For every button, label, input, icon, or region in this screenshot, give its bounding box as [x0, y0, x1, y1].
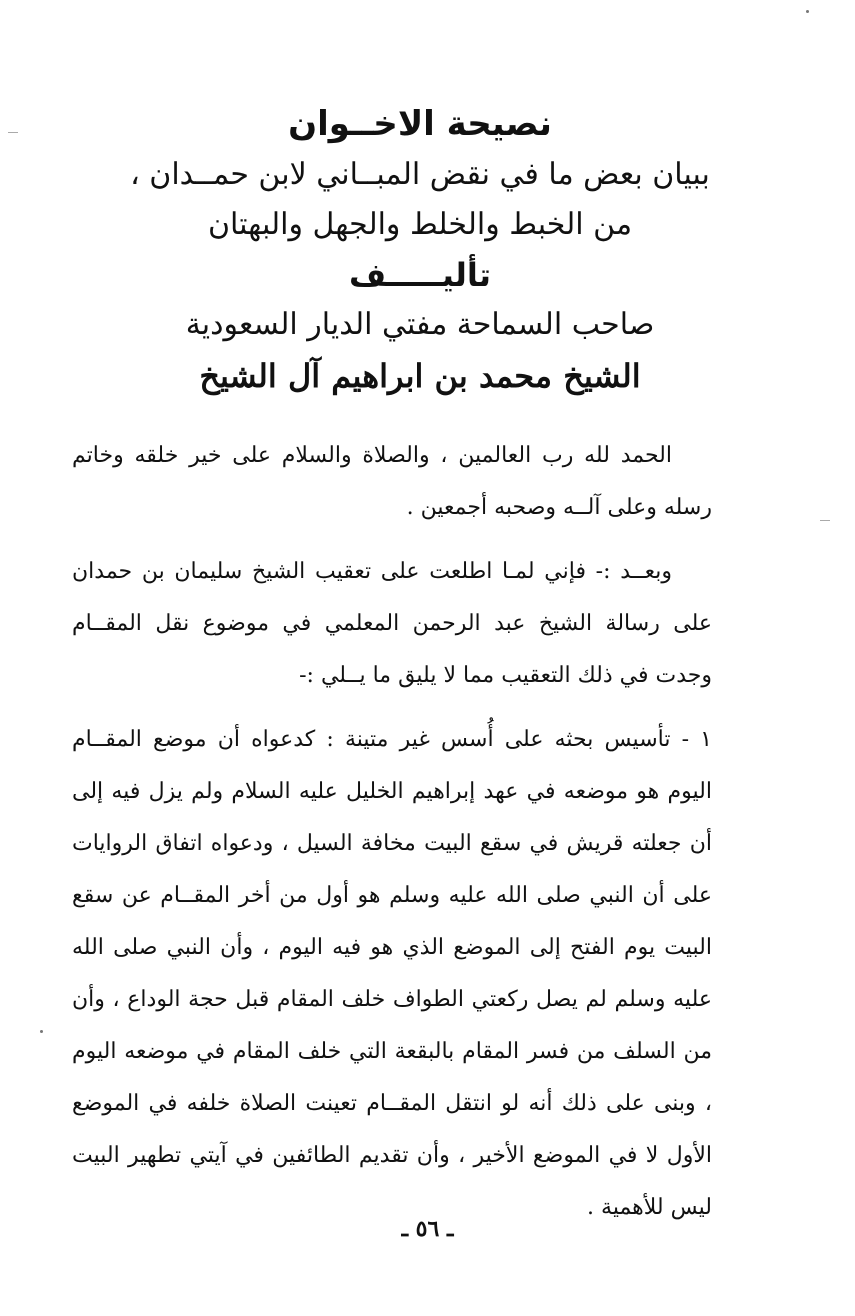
subtitle-line-1: ببيان بعض ما في نقض المبــاني لابن حمــدان ،	[130, 157, 710, 192]
paragraph-opening: الحمد لله رب العالمين ، والصلاة والسلام على خير خلقه وخاتم رسله وعلى آلــه وصحبه أجمعين .	[72, 443, 712, 520]
page-number: ـ ٥٦ ـ	[401, 1216, 454, 1242]
paragraph-intro: وبعــد :- فإني لمـا اطلعت على تعقيب الشيخ سليمان بن حمدان على رسالة الشيخ عبد الرحمن المعلمي في موضوع نقل المقــام وجدت في ذلك التعقيب مما لا يليق ما يــلي :-	[72, 559, 712, 688]
author-name: الشيخ محمد بن ابراهيم آل الشيخ	[199, 357, 641, 395]
author-label: تأليـــــف	[349, 256, 491, 294]
scan-speck	[820, 520, 830, 521]
author-position: صاحب السماحة مفتي الديار السعودية	[185, 307, 655, 342]
scan-speck	[40, 1030, 43, 1033]
scan-speck	[806, 10, 809, 13]
scan-speck	[8, 132, 18, 133]
title-block	[60, 100, 780, 402]
subtitle-line-2: من الخبط والخلط والجهل والبهتان	[207, 207, 633, 242]
body-text	[72, 430, 712, 1234]
paragraph-point-1: ١ - تأسيس بحثه على أُسس غير متينة : كدعواه أن موضع المقــام اليوم هو موضعه في عهد إبراهيم الخليل عليه السلام ولم يزل فيه إلى أن جعلته قريش في سقع البيت مخافة السيل ، ودعواه اتفاق الروايات على أن النبي صلى الله عليه وسلم هو أول من أخر المقــام عن سقع البيت يوم الفتح إلى الموضع الذي هو فيه اليوم ، وأن النبي صلى الله عليه وسلم لم يصل ركعتي الطواف خلف المقام قبل حجة الوداع ، وأن من السلف من فسر المقام بالبقعة التي خلف المقام في موضعه اليوم ، وبنى على ذلك أنه لو انتقل المقــام تعينت الصلاة خلفه في الموضع الأول لا في الموضع الأخير ، وأن تقديم الطائفين في آيتي تطهير البيت ليس للأهمية .	[72, 727, 712, 1220]
document-title: نصيحة الاخــوان	[288, 104, 552, 144]
